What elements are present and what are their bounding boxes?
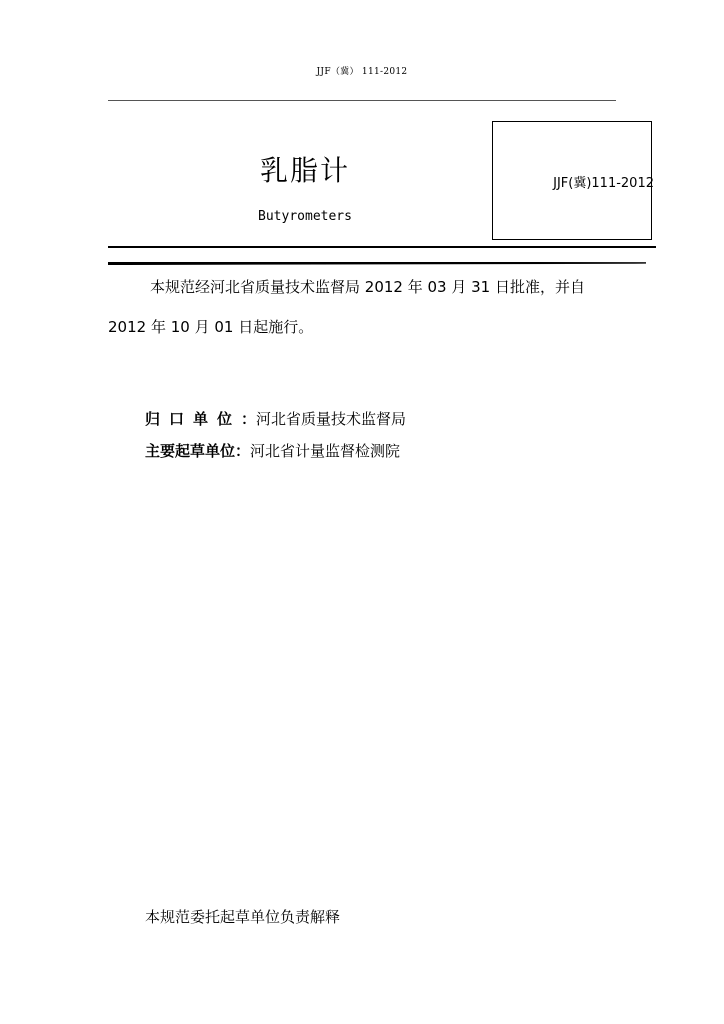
document-title: 乳脂计 [259, 154, 350, 187]
drafting-unit-label: 主要起草单位： [145, 442, 251, 460]
responsible-unit-value: 河北省质量技术监督局 [256, 410, 407, 428]
title-rule-upper [108, 246, 656, 248]
approval-statement-line-2: 2012 年 10 月 01 日起施行。 [108, 318, 314, 336]
drafting-unit-value: 河北省计量监督检测院 [250, 442, 401, 460]
document-code: JJF(冀)111-2012 [553, 176, 654, 191]
approval-statement-line-1: 本规范经河北省质量技术监督局 2012 年 03 月 31 日批准，并自 [150, 278, 585, 296]
drafting-unit-row [145, 440, 645, 461]
interpretation-note: 本规范委托起草单位负责解释 [145, 908, 341, 926]
title-rule-lower [108, 262, 646, 265]
responsible-unit-colon: ： [241, 410, 257, 428]
running-header-code: JJF（冀） 111-2012 [316, 67, 408, 77]
header-rule [108, 100, 616, 101]
document-subtitle-en: Butyrometers [258, 209, 352, 224]
responsible-unit-row [145, 408, 645, 429]
responsible-unit-label: 归口单位 [145, 410, 242, 428]
